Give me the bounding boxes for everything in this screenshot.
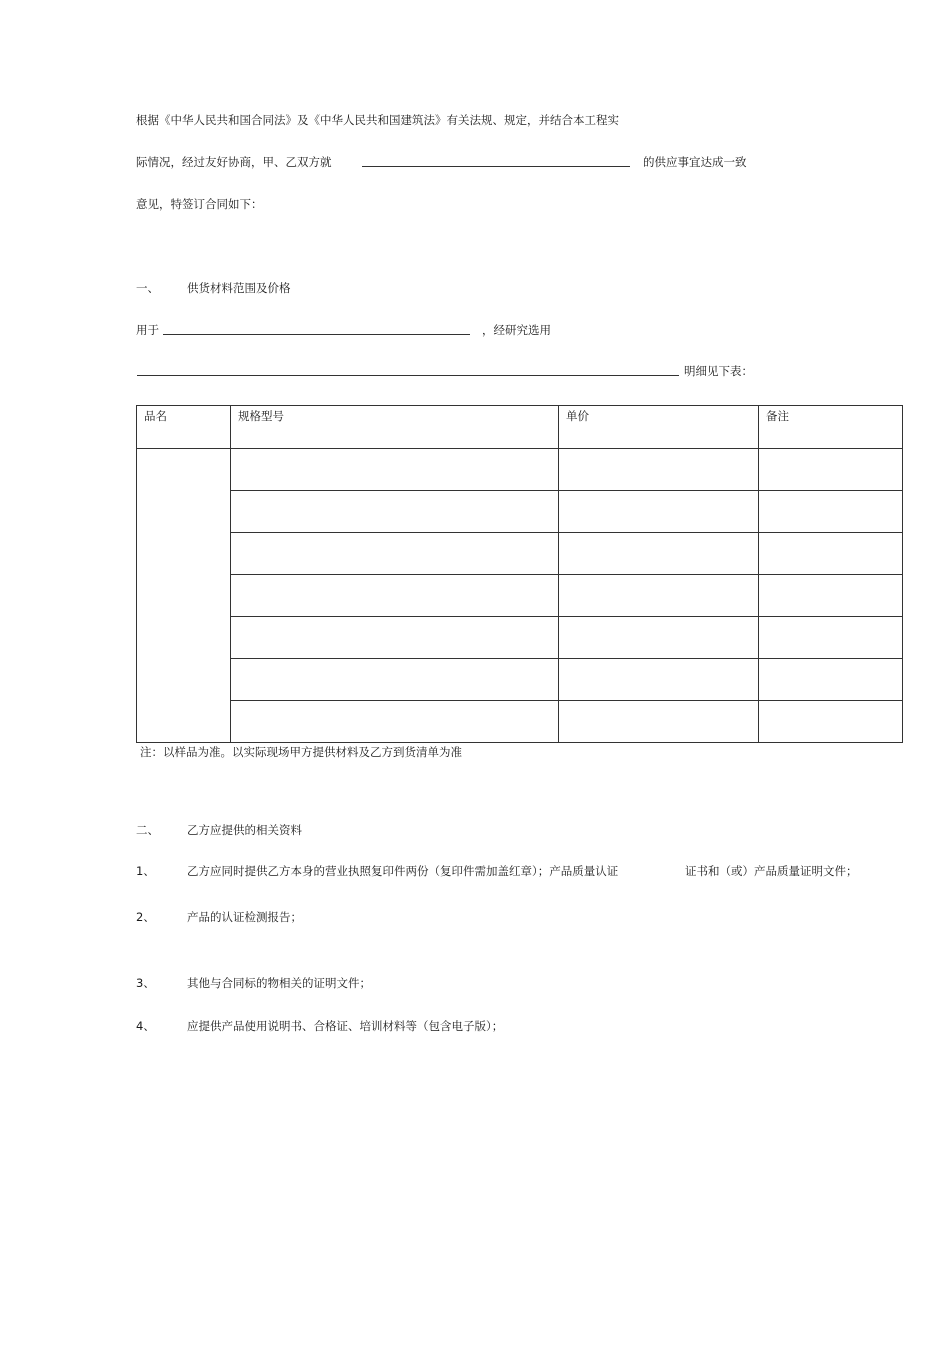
item-2-number: 2、 <box>136 910 155 924</box>
header-unit-price-label: 单价 <box>566 409 589 423</box>
project-name-blank[interactable] <box>362 154 630 170</box>
item-2-text: 产品的认证检测报告； <box>187 910 302 924</box>
price-cell[interactable] <box>559 533 759 575</box>
use-blank[interactable] <box>163 322 470 338</box>
item-4-text: 应提供产品使用说明书、合格证、培训材料等（包含电子版）； <box>187 1019 504 1033</box>
product-name-cell[interactable] <box>137 449 231 743</box>
spec-cell[interactable] <box>231 533 559 575</box>
section-1-title: 供货材料范围及价格 <box>187 281 291 295</box>
remarks-cell[interactable] <box>759 533 903 575</box>
header-product-name-label: 品名 <box>144 409 167 423</box>
remarks-cell[interactable] <box>759 491 903 533</box>
materials-table <box>136 405 903 743</box>
section-1-number: 一、 <box>136 281 159 295</box>
remarks-cell[interactable] <box>759 659 903 701</box>
header-remarks <box>759 406 903 449</box>
table-row <box>137 449 903 491</box>
table-row <box>137 533 903 575</box>
spec-cell[interactable] <box>231 575 559 617</box>
spec-cell[interactable] <box>231 491 559 533</box>
header-unit-price <box>559 406 759 449</box>
price-cell[interactable] <box>559 659 759 701</box>
table-row <box>137 491 903 533</box>
item-1-text-continued: 证书和（或）产品质量证明文件； <box>685 864 858 878</box>
table-row <box>137 617 903 659</box>
section-2-title: 乙方应提供的相关资料 <box>187 823 302 837</box>
item-3-text: 其他与合同标的物相关的证明文件； <box>187 976 371 990</box>
item-4-number: 4、 <box>136 1019 155 1033</box>
table-note: 注：以样品为准。以实际现场甲方提供材料及乙方到货清单为准 <box>140 745 462 759</box>
item-1-text: 乙方应同时提供乙方本身的营业执照复印件两份（复印件需加盖红章）；产品质量认证 <box>187 864 619 878</box>
spec-cell[interactable] <box>231 617 559 659</box>
price-cell[interactable] <box>559 617 759 659</box>
remarks-cell[interactable] <box>759 449 903 491</box>
use-suffix: ，经研究选用 <box>482 323 551 337</box>
intro-line-2-prefix: 际情况，经过友好协商，甲、乙双方就 <box>136 155 332 169</box>
intro-line-2-suffix: 的供应事宜达成一致 <box>643 155 747 169</box>
price-cell[interactable] <box>559 701 759 743</box>
spec-cell[interactable] <box>231 701 559 743</box>
spec-cell[interactable] <box>231 449 559 491</box>
spec-cell[interactable] <box>231 659 559 701</box>
price-cell[interactable] <box>559 449 759 491</box>
header-specification <box>231 406 559 449</box>
intro-line-3: 意见，特签订合同如下： <box>136 197 263 211</box>
header-remarks-label: 备注 <box>766 409 789 423</box>
price-cell[interactable] <box>559 575 759 617</box>
table-header-row <box>137 406 903 449</box>
detail-suffix: 明细见下表： <box>684 364 753 378</box>
header-specification-label: 规格型号 <box>238 409 284 423</box>
table-row <box>137 659 903 701</box>
remarks-cell[interactable] <box>759 617 903 659</box>
remarks-cell[interactable] <box>759 575 903 617</box>
section-2-number: 二、 <box>136 823 159 837</box>
header-product-name <box>137 406 231 449</box>
table-row <box>137 701 903 743</box>
selection-blank[interactable] <box>137 363 679 379</box>
price-cell[interactable] <box>559 491 759 533</box>
item-3-number: 3、 <box>136 976 155 990</box>
intro-line-1: 根据《中华人民共和国合同法》及《中华人民共和国建筑法》有关法规、规定，并结合本工程实 <box>136 113 619 127</box>
remarks-cell[interactable] <box>759 701 903 743</box>
item-1-number: 1、 <box>136 864 155 878</box>
use-prefix: 用于 <box>136 323 159 337</box>
table-row <box>137 575 903 617</box>
